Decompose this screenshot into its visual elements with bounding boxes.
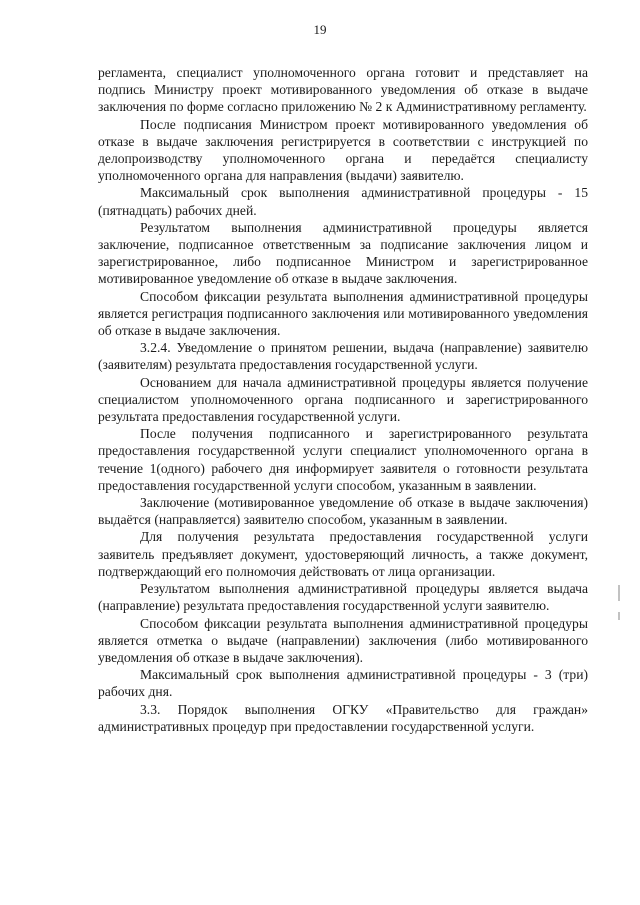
paragraph: После подписания Министром проект мотивированного уведомления об отказе в выдаче заключения регистрируется в соответствии с инструкцией по делопроизводству уполномоченного органа и передаётся специалисту уполномоченного органа для направления (выдачи) заявителю. — [98, 116, 588, 184]
document-body — [98, 64, 588, 735]
paragraph: Для получения результата предоставления государственной услуги заявитель предъявляет документ, удостоверяющий личность, а также документ, подтверждающий его полномочия действовать от лица организации. — [98, 529, 588, 579]
scan-edge-mark — [618, 612, 620, 620]
section-heading: 3.2.4. Уведомление о принятом решении, выдача (направление) заявителю (заявителям) результата предоставления государственной услуги. — [98, 340, 588, 373]
paragraph: Максимальный срок выполнения административной процедуры - 15 (пятнадцать) рабочих дней. — [98, 185, 588, 218]
paragraph: Результатом выполнения административной процедуры является выдача (направление) результата предоставления государственной услуги заявителю. — [98, 581, 588, 614]
paragraph: Заключение (мотивированное уведомление об отказе в выдаче заключения) выдаётся (направляется) заявителю способом, указанным в заявлении. — [98, 495, 588, 528]
paragraph: Результатом выполнения административной процедуры является заключение, подписанное ответственным за подписание заключения лицом и зарегистрированное, либо подписанное Министром и зарегистрированное мотивированное уведомление об отказе в выдаче заключения. — [98, 219, 588, 287]
scan-edge-mark — [618, 585, 620, 601]
paragraph: регламента, специалист уполномоченного органа готовит и представляет на подпись Министру проект мотивированного уведомления об отказе в выдаче заключения по форме согласно приложению № 2 к Административному регламенту. — [98, 65, 588, 115]
paragraph: Максимальный срок выполнения административной процедуры - 3 (три) рабочих дня. — [98, 667, 588, 700]
page-number: 19 — [313, 22, 327, 37]
section-heading: 3.3. Порядок выполнения ОГКУ «Правительство для граждан» административных процедур при предоставлении государственной услуги. — [98, 701, 588, 734]
paragraph: Способом фиксации результата выполнения административной процедуры является отметка о выдаче (направлении) заключения (либо мотивированного уведомления об отказе в выдаче заключения). — [98, 615, 588, 665]
paragraph: После получения подписанного и зарегистрированного результата предоставления государственной услуги специалист уполномоченного органа в течение 1(одного) рабочего дня информирует заявителя о готовности результата предоставления государственной услуги способом, указанным в заявлении. — [98, 426, 588, 493]
paragraph: Способом фиксации результата выполнения административной процедуры является регистрация подписанного заключения или мотивированного уведомления об отказе в выдаче заключения. — [98, 288, 588, 339]
paragraph: Основанием для начала административной процедуры является получение специалистом уполномоченного органа подписанного и зарегистрированного результата предоставления государственной услуги. — [98, 374, 588, 425]
